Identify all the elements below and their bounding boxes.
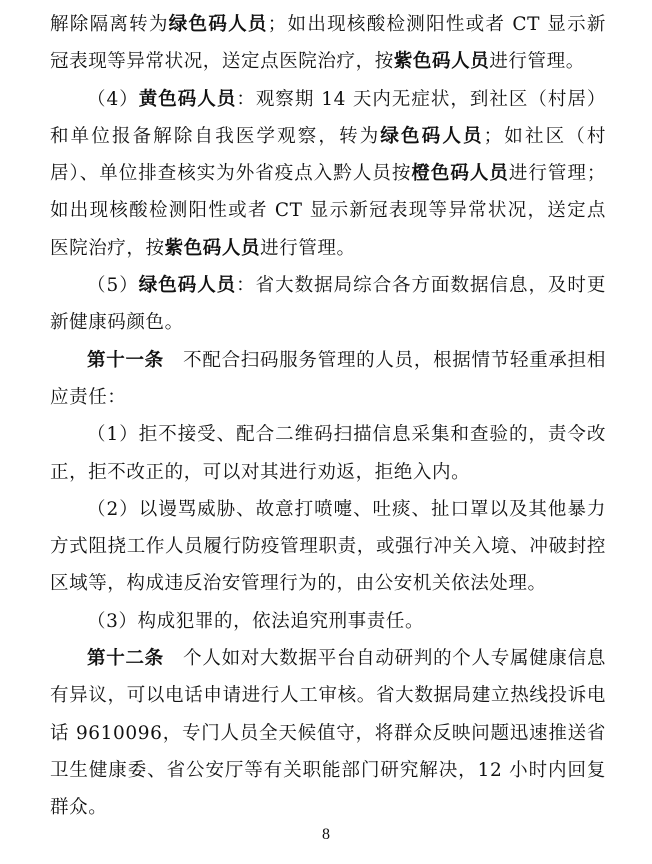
paragraph: [50, 416, 606, 491]
page-number: 8: [322, 826, 330, 843]
paragraph-text: 个人如对大数据平台自动研判的个人专属健康信息有异议，可以电话申请进行人工审核。省大数据局建立热线投诉电话 9610096，专门人员全天候值守，将群众反映问题迅速推送省卫生健康委、省公安厅等有关职能部门研究解决，12 小时内回复群众。: [50, 648, 606, 819]
paragraph: [50, 491, 606, 603]
highlighted-term: 黄色码人员: [138, 88, 237, 110]
paragraph-text: 不配合扫码服务管理的人员，根据情节轻重承担相应责任：: [50, 349, 606, 408]
paragraph-text: （2）以谩骂威胁、故意打喷嚏、吐痰、扯口罩以及其他暴力方式阻挠工作人员履行防疫管理职责，或强行冲关入境、冲破封控区域等，构成违反治安管理行为的，由公安机关依法处理。: [50, 498, 606, 595]
paragraph: [50, 6, 606, 81]
document-body: [50, 6, 606, 827]
paragraph-text: ：观察期 14 天内无症状，到社区（村居）和单位报备解除自我医学观察，转为: [50, 88, 607, 147]
highlighted-term: 第十二条: [87, 648, 164, 670]
paragraph-text: 进行管理；如出现核酸检测阳性或者 CT 显示新冠表现等异常状况，送定点医院治疗，按: [50, 163, 606, 259]
paragraph: [50, 342, 606, 417]
highlighted-term: 绿色码人员: [138, 275, 237, 297]
highlighted-term: 紫色码人员: [393, 51, 490, 73]
paragraph-text: ；如出现核酸检测阳性或者 CT 显示新冠表现等异常状况，送定点医院治疗，按: [50, 14, 606, 73]
highlighted-term: 橙色码人员: [411, 163, 509, 185]
paragraph-text: （1）拒不接受、配合二维码扫描信息采集和查验的，责令改正，拒不改正的，可以对其进行劝返，拒绝入内。: [50, 424, 606, 483]
paragraph: [50, 267, 606, 342]
paragraph-text: 进行管理。: [260, 237, 356, 259]
highlighted-term: 紫色码人员: [164, 237, 261, 259]
highlighted-term: 第十一条: [87, 349, 164, 371]
paragraph-text: 解除隔离转为: [50, 14, 169, 35]
paragraph-text: ：省大数据局综合各方面数据信息，及时更新健康码颜色。: [50, 275, 606, 334]
paragraph: [50, 81, 606, 267]
highlighted-term: 绿色码人员: [168, 14, 268, 35]
paragraph-text: ；如社区（村居）、单位排查核实为外省疫点入黔人员按: [50, 125, 606, 185]
paragraph-text: （3）构成犯罪的，依法追究刑事责任。: [87, 610, 425, 632]
highlighted-term: 绿色码人员: [380, 125, 484, 147]
paragraph-text: （5）: [87, 275, 139, 297]
paragraph: [50, 603, 606, 640]
paragraph-text: 进行管理。: [489, 51, 585, 73]
paragraph: [50, 640, 606, 826]
paragraph-text: （4）: [87, 88, 139, 110]
